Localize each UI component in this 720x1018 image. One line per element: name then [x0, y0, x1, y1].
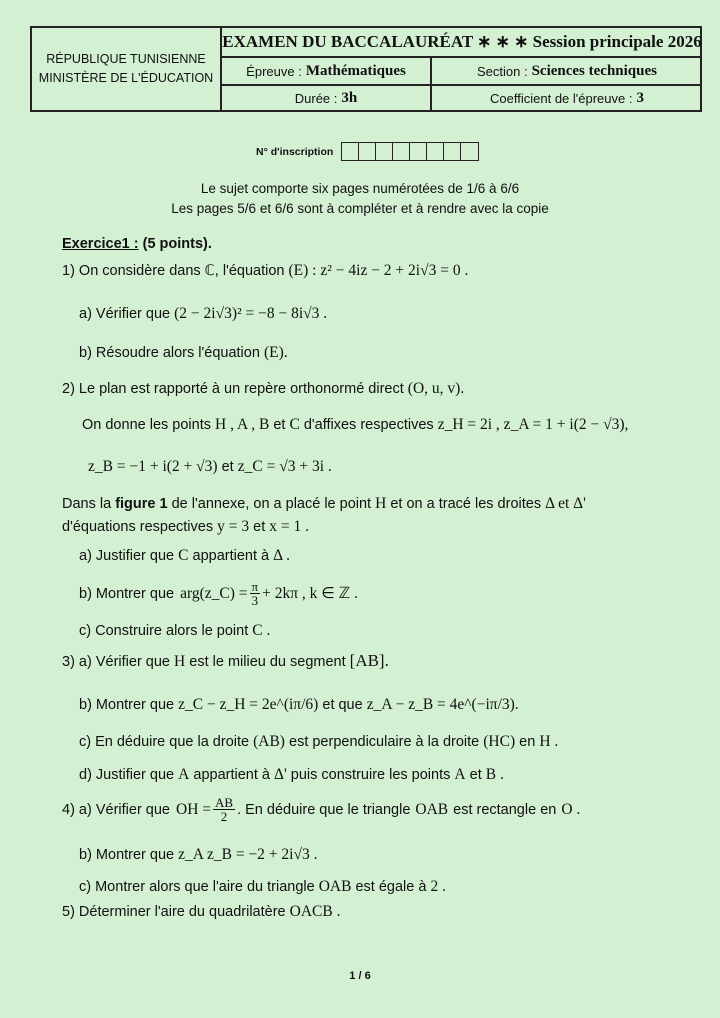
q3c	[79, 733, 558, 751]
intro-line-2: Les pages 5/6 et 6/6 sont à compléter et à rendre avec la copie	[171, 201, 549, 216]
q3b	[79, 696, 519, 714]
q1b	[79, 344, 288, 362]
q4a-frac-den: 2	[220, 809, 228, 824]
fig-line2a: d'équations respectives	[62, 519, 214, 535]
inscription-label: N° d'inscription	[256, 145, 334, 158]
q1a	[79, 305, 327, 323]
section-label: Section :	[476, 63, 528, 79]
q2c-C: C .	[252, 622, 271, 639]
q2b-fraction	[250, 580, 261, 607]
q4b	[79, 846, 318, 864]
exercise-points: (5 points).	[142, 236, 212, 252]
q4a-frac-num: AB	[215, 795, 234, 810]
q2-points	[82, 416, 628, 434]
q2-et: et	[221, 459, 234, 475]
ministry-label: MINISTÈRE DE L'ÉDUCATION	[38, 71, 214, 85]
inscription-box	[393, 143, 410, 160]
q2b-eq-lhs: arg(z_C) =	[180, 584, 248, 602]
q3d-A: A	[178, 766, 190, 783]
q3d-tail: puis construire les points	[290, 767, 451, 783]
q2-zB-zC	[88, 458, 332, 476]
q4a-fraction	[213, 796, 235, 823]
republic-label: RÉPUBLIQUE TUNISIENNE	[46, 52, 206, 66]
q4c	[79, 878, 446, 896]
q2-frame: (O, u, v).	[407, 380, 465, 397]
q2b-frac-num: π	[251, 579, 259, 594]
inscription-field	[256, 142, 479, 161]
fig-bold: figure 1	[115, 496, 168, 512]
q2-points-text: On donne les points	[82, 417, 211, 433]
coef-label: Coefficient de l'épreuve :	[490, 90, 633, 106]
q2-zC: z_C = √3 + 3i .	[237, 458, 332, 475]
inscription-box	[427, 143, 444, 160]
fig-eq-et: et	[253, 519, 266, 535]
q5-text: 5) Déterminer l'aire du quadrilatère	[62, 904, 286, 920]
q4c-OAB: OAB	[318, 878, 352, 895]
q2c-text: c) Construire alors le point	[79, 623, 249, 639]
q2-text: 2) Le plan est rapporté à un repère orthonormé direct	[62, 381, 404, 397]
exam-title: EXAMEN DU BACCALAURÉAT ∗ ∗ ∗ Session principale 2026	[222, 28, 702, 58]
q3a-H: H	[174, 653, 186, 670]
q2a-text: a) Justifier que	[79, 548, 175, 564]
q3c-HC: (HC)	[483, 733, 516, 750]
q2b	[79, 580, 358, 607]
exercise-heading	[62, 236, 212, 252]
q4c-text: c) Montrer alors que l'aire du triangle	[79, 879, 315, 895]
section-cell	[432, 58, 702, 86]
fig-text-b: de l'annexe, on a placé le point	[171, 496, 372, 512]
q4c-tail: est égale à	[355, 879, 427, 895]
q2a	[79, 547, 290, 565]
q3d-delta: Δ'	[274, 766, 287, 783]
page-number: 1 / 6	[349, 970, 371, 982]
q2a-C: C	[178, 547, 189, 564]
q4c-val: 2 .	[430, 878, 446, 895]
q3d-mid: appartient à	[193, 767, 270, 783]
epreuve-label: Épreuve :	[246, 63, 302, 79]
q3d-et: et	[469, 767, 482, 783]
q3b-eq1: z_C − z_H = 2e^(iπ/6)	[178, 696, 319, 713]
fig-text-c: et on a tracé les droites	[390, 496, 542, 512]
q4a	[62, 796, 580, 823]
q3b-text: b) Montrer que	[79, 697, 175, 713]
q1a-text: a) Vérifier que	[79, 306, 171, 322]
q2c	[79, 622, 270, 640]
q2-point-C: C	[289, 416, 300, 433]
q3d-point-A: A	[454, 766, 466, 783]
q1b-equation: (E).	[263, 344, 288, 361]
coef-cell	[432, 86, 702, 110]
q3b-eq2: z_A − z_B = 4e^(−iπ/3).	[366, 696, 519, 713]
q4a-lhs: OH =	[176, 800, 212, 818]
coef-value: 3	[636, 89, 644, 106]
q3c-text: c) En déduire que la droite	[79, 734, 250, 750]
q4a-OAB: OAB	[415, 800, 449, 818]
q3d-point-B: B .	[485, 766, 504, 783]
q3a-tail: est le milieu du segment	[189, 654, 346, 670]
inscription-box	[410, 143, 427, 160]
q2b-frac-den: 3	[251, 593, 259, 608]
q1a-equation: (2 − 2i√3)² = −8 − 8i√3 .	[174, 305, 328, 322]
q3c-H: H .	[539, 733, 559, 750]
q2a-tail: appartient à	[192, 548, 270, 564]
fig-eq1: y = 3	[217, 518, 250, 535]
fig-text-a: Dans la	[62, 496, 112, 512]
q2-zB: z_B = −1 + i(2 + √3)	[88, 458, 218, 475]
fig-H: H	[375, 495, 387, 512]
section-value: Sciences techniques	[531, 62, 657, 79]
q5	[62, 903, 340, 921]
q3a	[62, 651, 389, 671]
q4a-text: 4) a) Vérifier que	[62, 801, 170, 818]
exercise-title: Exercice1 :	[62, 236, 139, 252]
q3c-AB: (AB)	[253, 733, 285, 750]
q2b-text: b) Montrer que	[79, 585, 175, 602]
q1-text: 1) On considère dans ℂ, l'équation	[62, 263, 285, 279]
duree-cell	[222, 86, 432, 110]
q2	[62, 380, 464, 398]
duree-value: 3h	[341, 89, 358, 106]
fig-delta: Δ et Δ'	[545, 495, 586, 512]
duree-label: Durée :	[294, 90, 338, 106]
q1b-text: b) Résoudre alors l'équation	[79, 345, 260, 361]
epreuve-cell	[222, 58, 432, 86]
q4a-tail: . En déduire que le triangle	[237, 801, 411, 818]
q1-equation: (E) : z² − 4iz − 2 + 2i√3 = 0 .	[288, 262, 469, 279]
epreuve-value: Mathématiques	[305, 62, 406, 79]
inscription-box	[461, 143, 478, 160]
q4a-O: O .	[561, 800, 581, 818]
q3b-and: et que	[322, 697, 363, 713]
q2b-eq-rhs: + 2kπ , k ∈ ℤ .	[262, 585, 358, 602]
q4a-rect: est rectangle en	[453, 801, 557, 818]
inscription-boxes	[341, 142, 479, 161]
q3a-segment: [AB].	[349, 651, 389, 670]
q3d	[79, 766, 504, 784]
fig-eq2: x = 1 .	[269, 518, 310, 535]
intro-line-1: Le sujet comporte six pages numérotées de 1/6 à 6/6	[200, 181, 520, 196]
q3c-en: en	[519, 734, 536, 750]
inscription-box	[359, 143, 376, 160]
q3c-mid: est perpendiculaire à la droite	[289, 734, 480, 750]
exam-header-table	[30, 26, 702, 112]
q1	[62, 262, 468, 280]
issuer-cell	[32, 28, 222, 110]
q3d-text: d) Justifier que	[79, 767, 175, 783]
q4b-eq: z_A z_B = −2 + 2i√3 .	[178, 846, 318, 863]
inscription-box	[444, 143, 461, 160]
q3a-text: 3) a) Vérifier que	[62, 654, 170, 670]
q2-and: et	[273, 417, 286, 433]
figure-line-2	[62, 518, 309, 536]
q2-affixes-text: d'affixes respectives	[303, 417, 434, 433]
figure-line-1	[62, 495, 586, 513]
q2-points-list: H , A , B	[215, 416, 270, 433]
q2-zH-zA: z_H = 2i , z_A = 1 + i(2 − √3),	[437, 416, 629, 433]
q4b-text: b) Montrer que	[79, 847, 175, 863]
q5-OACB: OACB .	[289, 903, 341, 920]
inscription-box	[342, 143, 359, 160]
q2a-delta: Δ .	[273, 547, 291, 564]
inscription-box	[376, 143, 393, 160]
